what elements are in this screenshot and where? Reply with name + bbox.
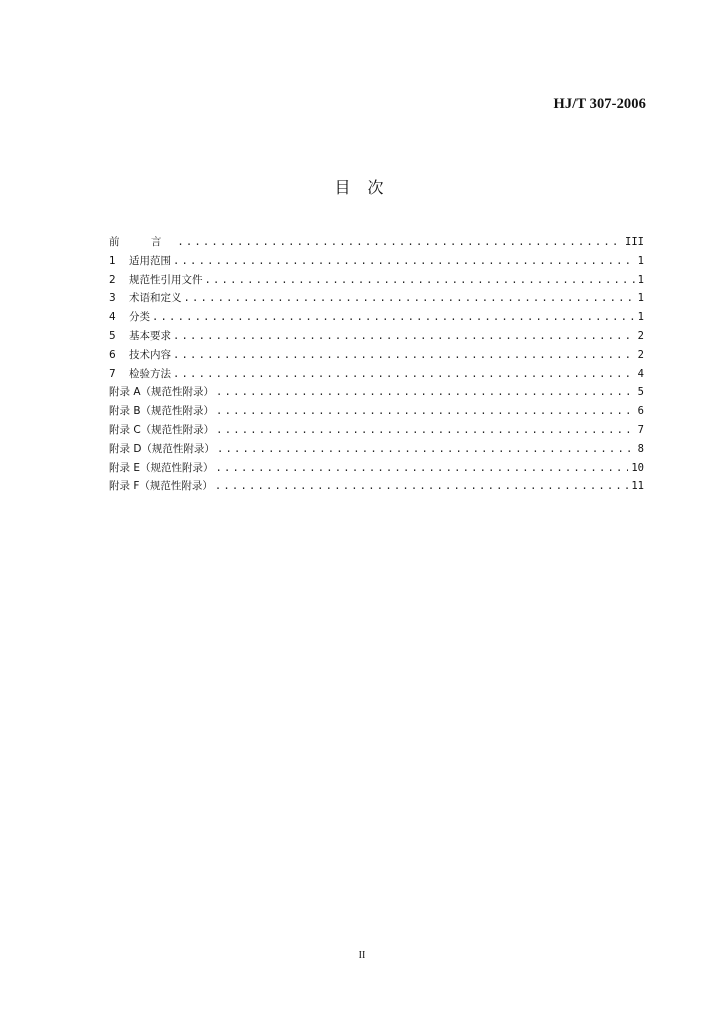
toc-entry-label: 分类 xyxy=(129,311,150,324)
dot-leader xyxy=(177,233,622,252)
toc-entry-page: 1 xyxy=(637,273,644,286)
standard-code: HJ/T 307-2006 xyxy=(553,96,646,112)
toc-entry-section-2[interactable] xyxy=(109,271,644,290)
toc-entry-page: 5 xyxy=(637,386,644,399)
dot-leader xyxy=(215,477,628,496)
toc-entry-label: 附录 E（规范性附录） xyxy=(109,461,214,474)
toc-entry-page: 11 xyxy=(631,480,644,493)
dot-leader xyxy=(216,421,635,440)
dot-leader xyxy=(173,365,635,384)
dot-leader xyxy=(184,289,635,308)
toc-entry-page: III xyxy=(625,236,644,248)
dot-leader xyxy=(216,402,635,421)
toc-entry-page: 8 xyxy=(637,442,644,455)
toc-entry-page: 6 xyxy=(637,405,644,418)
toc-entry-section-6[interactable] xyxy=(109,346,644,365)
toc-entry-appendix-c[interactable] xyxy=(109,421,644,440)
toc-title: 目 次 xyxy=(334,178,390,197)
toc-entry-label: 术语和定义 xyxy=(129,292,182,305)
toc-entry-foreword[interactable] xyxy=(109,233,644,252)
toc-entry-page: 1 xyxy=(637,254,644,267)
toc-entry-page: 7 xyxy=(637,423,644,436)
toc-entry-number: 3 xyxy=(109,292,116,305)
toc-entry-number: 7 xyxy=(109,367,116,380)
toc-entry-page: 2 xyxy=(637,329,644,342)
toc-entry-label: 附录 A（规范性附录） xyxy=(109,386,215,399)
dot-leader xyxy=(215,459,628,478)
toc-entry-label: 基本要求 xyxy=(129,329,171,342)
toc-entry-number: 6 xyxy=(109,348,116,361)
toc-entry-label: 附录 B（规范性附录） xyxy=(109,405,215,418)
toc-entry-label: 规范性引用文件 xyxy=(129,273,203,286)
dot-leader xyxy=(173,252,635,271)
dot-leader xyxy=(173,327,635,346)
toc-entry-number: 4 xyxy=(109,311,116,324)
toc-entry-appendix-b[interactable] xyxy=(109,402,644,421)
toc-entry-label: 适用范围 xyxy=(129,254,171,267)
toc-entry-page: 10 xyxy=(631,461,644,474)
toc-entry-number: 5 xyxy=(109,329,116,342)
toc-entry-number: 1 xyxy=(109,254,116,267)
toc-entry-appendix-f[interactable] xyxy=(109,477,644,496)
dot-leader xyxy=(205,271,635,290)
dot-leader xyxy=(173,346,635,365)
toc-entry-label: 前 言 xyxy=(109,236,176,248)
toc-entry-section-5[interactable] xyxy=(109,327,644,346)
toc-entry-page: 2 xyxy=(637,348,644,361)
toc-entry-label: 技术内容 xyxy=(129,348,171,361)
toc-entry-appendix-d[interactable] xyxy=(109,440,644,459)
toc-entry-page: 1 xyxy=(637,292,644,305)
dot-leader xyxy=(152,308,635,327)
toc-entry-page: 1 xyxy=(637,311,644,324)
toc-entry-appendix-a[interactable] xyxy=(109,383,644,402)
page-number: II xyxy=(358,950,366,961)
dot-leader xyxy=(216,383,635,402)
toc-entry-page: 4 xyxy=(637,367,644,380)
toc-entry-section-7[interactable] xyxy=(109,365,644,384)
toc-entry-label: 附录 D（规范性附录） xyxy=(109,442,215,455)
toc-entry-section-3[interactable] xyxy=(109,289,644,308)
toc-entry-label: 附录 F（规范性附录） xyxy=(109,480,213,493)
toc-entry-label: 附录 C（规范性附录） xyxy=(109,423,215,436)
toc-entry-label: 检验方法 xyxy=(129,367,171,380)
toc-entry-number: 2 xyxy=(109,273,116,286)
toc-entry-section-1[interactable] xyxy=(109,252,644,271)
dot-leader xyxy=(217,440,635,459)
toc-entry-section-4[interactable] xyxy=(109,308,644,327)
table-of-contents xyxy=(109,233,644,496)
toc-entry-appendix-e[interactable] xyxy=(109,459,644,478)
